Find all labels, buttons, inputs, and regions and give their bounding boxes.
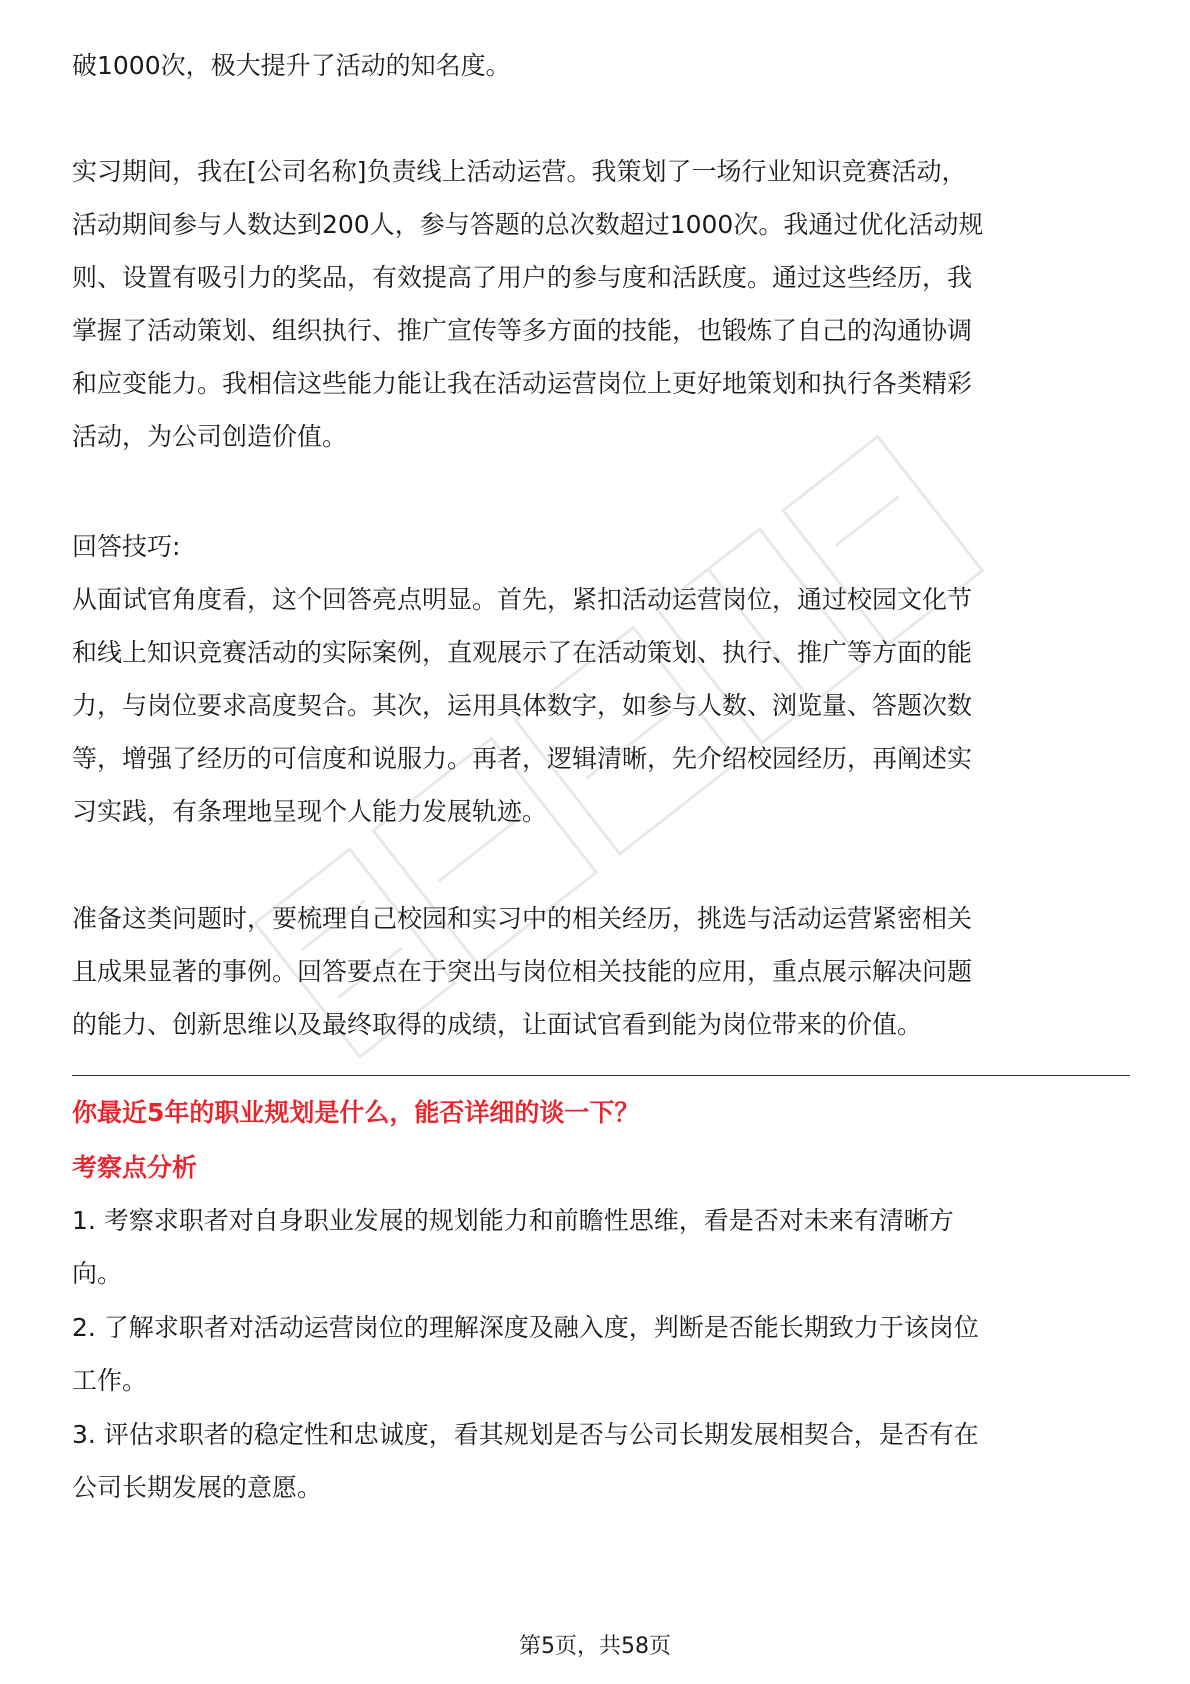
analysis-heading: 考察点分析 <box>72 1153 198 1182</box>
text-line: 且成果显著的事例。回答要点在于突出与岗位相关技能的应用，重点展示解决问题 <box>72 957 973 986</box>
text-line: 的能力、创新思维以及最终取得的成绩，让面试官看到能为岗位带来的价值。 <box>72 1010 923 1039</box>
point-line: 2. 了解求职者对活动运营岗位的理解深度及融入度，判断是否能长期致力于该岗位 <box>72 1313 979 1342</box>
text-line: 则、设置有吸引力的奖品，有效提高了用户的参与度和活跃度。通过这些经历，我 <box>72 263 973 292</box>
text-line: 实习期间，我在[公司名称]负责线上活动运营。我策划了一场行业知识竞赛活动， <box>72 157 967 186</box>
question-title: 你最近5年的职业规划是什么，能否详细的谈一下？ <box>72 1098 640 1127</box>
text-line: 掌握了活动策划、组织执行、推广宣传等多方面的技能，也锻炼了自己的沟通协调 <box>72 316 973 345</box>
page-number: 第5页，共58页 <box>519 1634 671 1659</box>
divider <box>72 1075 1130 1076</box>
text-line: 活动期间参与人数达到200人，参与答题的总次数超过1000次。我通过优化活动规 <box>72 210 984 239</box>
point-line: 工作。 <box>72 1366 148 1395</box>
tips-label: 回答技巧: <box>72 532 181 561</box>
text-line: 力，与岗位要求高度契合。其次，运用具体数字，如参与人数、浏览量、答题次数 <box>72 691 973 720</box>
text-line: 习实践，有条理地呈现个人能力发展轨迹。 <box>72 797 548 826</box>
text-line: 活动，为公司创造价值。 <box>72 422 348 451</box>
text-line: 和线上知识竞赛活动的实际案例，直观展示了在活动策划、执行、推广等方面的能 <box>72 638 973 667</box>
text-line: 准备这类问题时，要梳理自己校园和实习中的相关经历，挑选与活动运营紧密相关 <box>72 904 973 933</box>
text-line: 从面试官角度看，这个回答亮点明显。首先，紧扣活动运营岗位，通过校园文化节 <box>72 585 973 614</box>
point-line: 向。 <box>72 1259 123 1288</box>
point-line: 公司长期发展的意愿。 <box>72 1473 323 1502</box>
text-line: 等，增强了经历的可信度和说服力。再者，逻辑清晰，先介绍校园经历，再阐述实 <box>72 744 973 773</box>
text-line: 和应变能力。我相信这些能力能让我在活动运营岗位上更好地策划和执行各类精彩 <box>72 369 973 398</box>
point-line: 1. 考察求职者对自身职业发展的规划能力和前瞻性思维，看是否对未来有清晰方 <box>72 1206 954 1235</box>
point-line: 3. 评估求职者的稳定性和忠诚度，看其规划是否与公司长期发展相契合，是否有在 <box>72 1420 979 1449</box>
text-line: 破1000次，极大提升了活动的知名度。 <box>72 51 511 80</box>
